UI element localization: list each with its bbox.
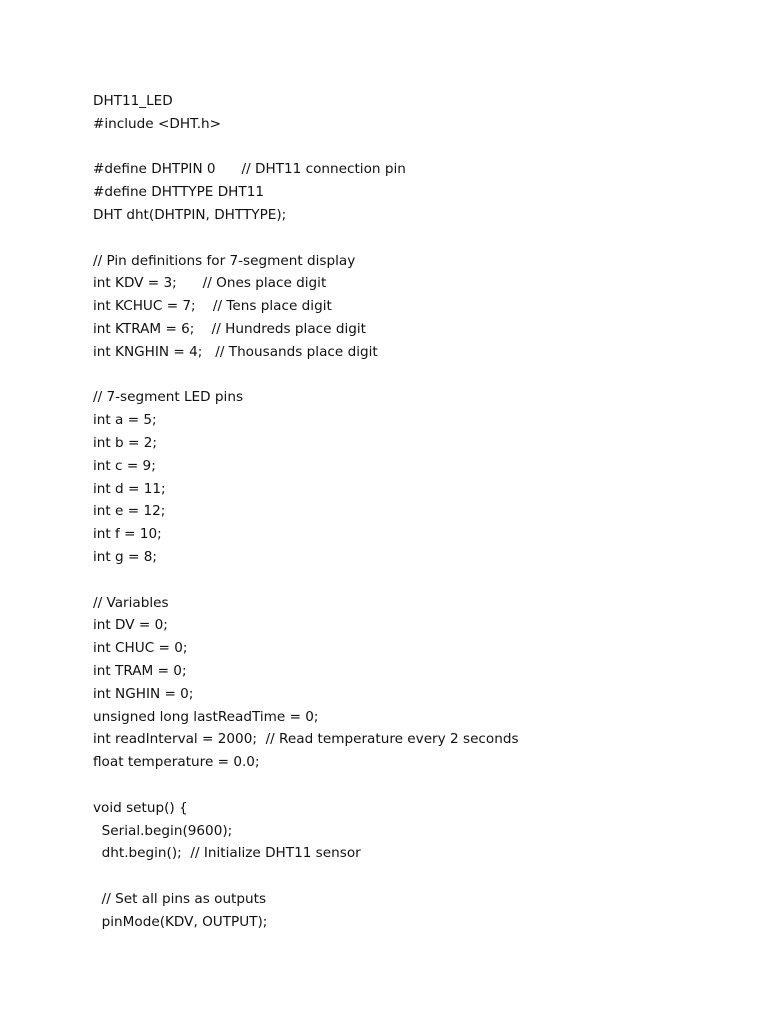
code-line: Serial.begin(9600); (93, 822, 233, 839)
code-line: int DV = 0; (93, 617, 168, 634)
blank-line (93, 865, 733, 888)
code-line: DHT11_LED (93, 93, 173, 109)
code-listing (93, 90, 733, 933)
code-line: int c = 9; (93, 457, 156, 474)
code-line: int readInterval = 2000; // Read temperature every 2 seconds (93, 731, 519, 748)
code-line: // 7-segment LED pins (93, 389, 244, 406)
blank-line (93, 136, 733, 159)
code-line: int NGHIN = 0; (93, 685, 194, 702)
code-line: // Set all pins as outputs (93, 890, 267, 907)
code-line: int KNGHIN = 4; // Thousands place digit (93, 343, 378, 360)
code-line: int TRAM = 0; (93, 662, 187, 679)
code-line: int e = 12; (93, 503, 166, 520)
code-line: unsigned long lastReadTime = 0; (93, 708, 319, 725)
code-line: int f = 10; (93, 526, 162, 543)
blank-line (93, 364, 733, 387)
code-line: int d = 11; (93, 480, 166, 497)
blank-line (93, 569, 733, 592)
code-line: int a = 5; (93, 412, 157, 429)
code-line: int g = 8; (93, 548, 157, 565)
code-line: int KCHUC = 7; // Tens place digit (93, 298, 332, 315)
code-line: DHT dht(DHTPIN, DHTTYPE); (93, 206, 287, 223)
code-line: int CHUC = 0; (93, 640, 188, 657)
code-line: float temperature = 0.0; (93, 754, 260, 771)
code-line: int KDV = 3; // Ones place digit (93, 275, 327, 292)
code-line: int b = 2; (93, 434, 157, 451)
code-line: void setup() { (93, 799, 188, 816)
code-line: pinMode(KDV, OUTPUT); (93, 913, 268, 930)
code-line: dht.begin(); // Initialize DHT11 sensor (93, 845, 361, 862)
code-line: // Variables (93, 594, 169, 611)
blank-line (93, 774, 733, 797)
code-line: #define DHTPIN 0 // DHT11 connection pin (93, 161, 406, 178)
code-line: // Pin definitions for 7-segment display (93, 252, 356, 269)
code-line: int KTRAM = 6; // Hundreds place digit (93, 320, 366, 337)
code-line: #include <DHT.h> (93, 115, 222, 132)
code-line: #define DHTTYPE DHT11 (93, 184, 265, 201)
blank-line (93, 227, 733, 250)
